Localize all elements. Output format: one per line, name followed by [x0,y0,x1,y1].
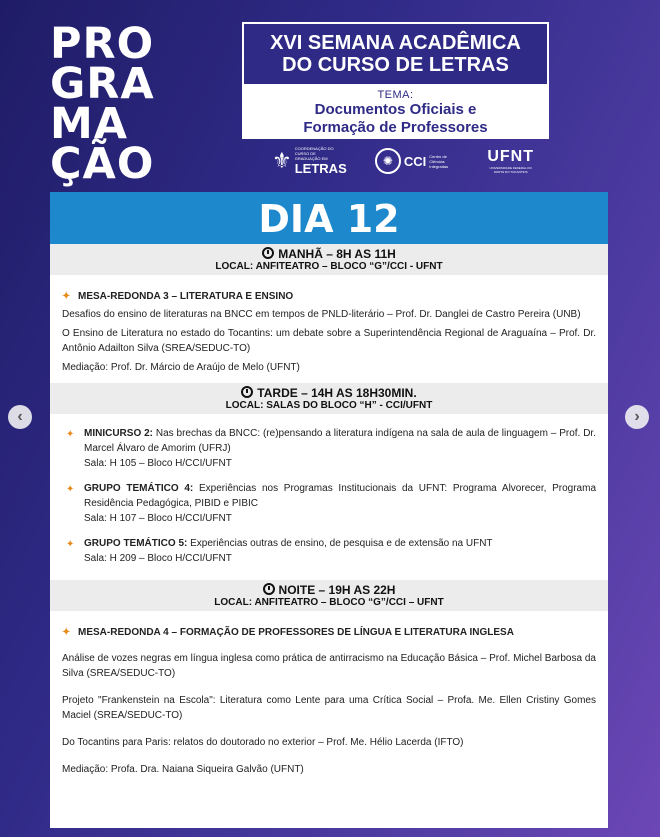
event-header [242,22,549,139]
spacer [62,754,596,762]
period-noite-title-row [50,583,608,597]
spacer [62,643,596,651]
section-tarde [50,414,608,580]
spacer [62,685,596,693]
sparkle-icon: ✦ [66,429,75,440]
manha-paragraph: O Ensino de Literatura no estado do Tocantins: um debate sobre a Superintendência Regional de Araguaína – Prof. Dr. Antônio Adailton Silva (SREA/SEDUC-TO) [62,328,596,354]
noite-paragraph: Análise de vozes negras em língua inglesa como prática de antirracismo na Educação Básica – Prof. Michel Barbosa da Silva (SREA/SEDUC-TO) [62,653,596,679]
ufnt-logo-big: UFNT [487,148,534,165]
clock-icon [241,386,253,398]
fleur-de-lis-icon: ⚜ [272,148,292,173]
period-tarde-title: TARDE – 14H AS 18H30MIN. [257,386,417,400]
period-tarde-title-row [50,386,608,400]
tarde-item-sala: Sala: H 107 – Bloco H/CCI/UFNT [84,513,232,524]
tarde-item-label: MINICURSO 2: [84,428,153,439]
event-theme [244,84,547,137]
theme-line1: Documentos Oficiais e [314,101,477,118]
tarde-item [62,426,596,471]
tarde-item-text: Experiências outras de ensino, de pesquisa e de extensão na UFNT [190,538,493,549]
manha-mediacao: Mediação: Prof. Dr. Márcio de Araújo de Melo (UFNT) [62,362,300,373]
chevron-right-icon: › [634,408,640,425]
mesa-redonda-3-title: MESA-REDONDA 3 – LITERATURA E ENSINO [78,291,294,302]
event-title-line2: DO CURSO DE LETRAS [282,54,509,76]
tarde-item-body [84,536,596,566]
period-tarde-local: LOCAL: SALAS DO BLOCO “H” - CCI/UFNT [225,400,433,411]
spacer [62,727,596,735]
ufnt-logo-small: UNIVERSIDADE FEDERAL DO NORTE DO TOCANTINS [489,166,532,174]
letras-logo-big: LETRAS [294,161,347,176]
chevron-left-icon: ‹ [17,408,23,425]
clock-icon [262,247,274,259]
tarde-item-body [84,481,596,526]
schedule-card [50,192,608,828]
cci-logo-big: CCI [403,153,427,169]
tarde-item-label: GRUPO TEMÁTICO 4: [84,483,194,494]
cci-logo [375,148,459,174]
period-manha [50,244,608,275]
previous-slide-button[interactable] [8,405,32,429]
tarde-item-label: GRUPO TEMÁTICO 5: [84,538,188,549]
sparkle-icon: ✦ [62,627,71,638]
theme-label: TEMA: [377,89,414,101]
noite-mediacao: Mediação: Profa. Dra. Naiana Siqueira Galvão (UFNT) [62,764,304,775]
tarde-item-body [84,426,596,471]
next-slide-button[interactable] [625,405,649,429]
letras-logo-small: COORDENAÇÃO DO CURSO DE GRADUAÇÃO EM [294,146,334,161]
programacao-line: ÇÃO [50,139,155,189]
ufnt-logo [487,148,534,174]
period-manha-title-row [50,247,608,261]
manha-paragraph: Desafios do ensino de literaturas na BNCC em tempos de PNLD-literário – Prof. Dr. Danglei de Castro Pereira (UNB) [62,309,581,320]
tarde-item-text: Nas brechas da BNCC: (re)pensando a literatura indígena na sala de aula de linguagem – Prof. Dr. Marcel Álvaro de Amorim (UFRJ) [84,428,596,454]
cci-logo-small: Centro de Ciências Integradas [429,153,449,169]
sparkle-icon: ✦ [66,484,75,495]
section-manha [50,275,608,383]
period-noite-title: NOITE – 19H AS 22H [278,583,396,597]
tarde-item-text: Experiências nos Programas Institucionais da UFNT: Programa Alvorecer, Programa Residência Pedagógica, PIBID e PIBIC [84,483,597,509]
sparkle-icon: ✦ [62,291,71,302]
mesa-redonda-3-heading [62,289,596,304]
clock-icon [263,583,275,595]
programacao-line: PRO [50,19,155,69]
theme-line2: Formação de Professores [303,119,488,136]
tarde-item-sala: Sala: H 105 – Bloco H/CCI/UFNT [84,458,232,469]
programacao-line: MA [50,99,129,149]
period-manha-title: MANHÃ – 8H AS 11H [278,247,396,261]
event-title-line1: XVI SEMANA ACADÊMICA [270,32,521,54]
programacao-line: GRA [50,59,155,109]
period-noite-local: LOCAL: ANFITEATRO – BLOCO “G”/CCI – UFNT [214,597,444,608]
day-banner: DIA 12 [50,192,608,244]
noite-paragraph: Do Tocantins para Paris: relatos do doutorado no exterior – Prof. Me. Hélio Lacerda (IFTO) [62,737,464,748]
noite-paragraph: Projeto "Frankenstein na Escola": Literatura como Lente para uma Crítica Social – Profa. Me. Ellen Cristiny Gomes Maciel (SREA/SEDUC-TO) [62,695,596,721]
tarde-item [62,536,596,566]
mesa-redonda-4-heading [62,625,596,640]
logos-row [272,143,534,179]
period-manha-local: LOCAL: ANFITEATRO – BLOCO “G”/CCI - UFNT [215,261,443,272]
period-noite [50,580,608,611]
sparkle-icon: ✦ [66,539,75,550]
tarde-item-sala: Sala: H 209 – Bloco H/CCI/UFNT [84,553,232,564]
period-tarde [50,383,608,414]
event-title [244,24,547,84]
letras-logo [272,146,347,176]
tarde-item [62,481,596,526]
programacao-title [50,19,155,189]
mesa-redonda-4-title: MESA-REDONDA 4 – FORMAÇÃO DE PROFESSORES DE LÍNGUA E LITERATURA INGLESA [78,627,514,638]
cci-emblem-icon: ✺ [375,148,401,174]
section-noite [50,611,608,785]
